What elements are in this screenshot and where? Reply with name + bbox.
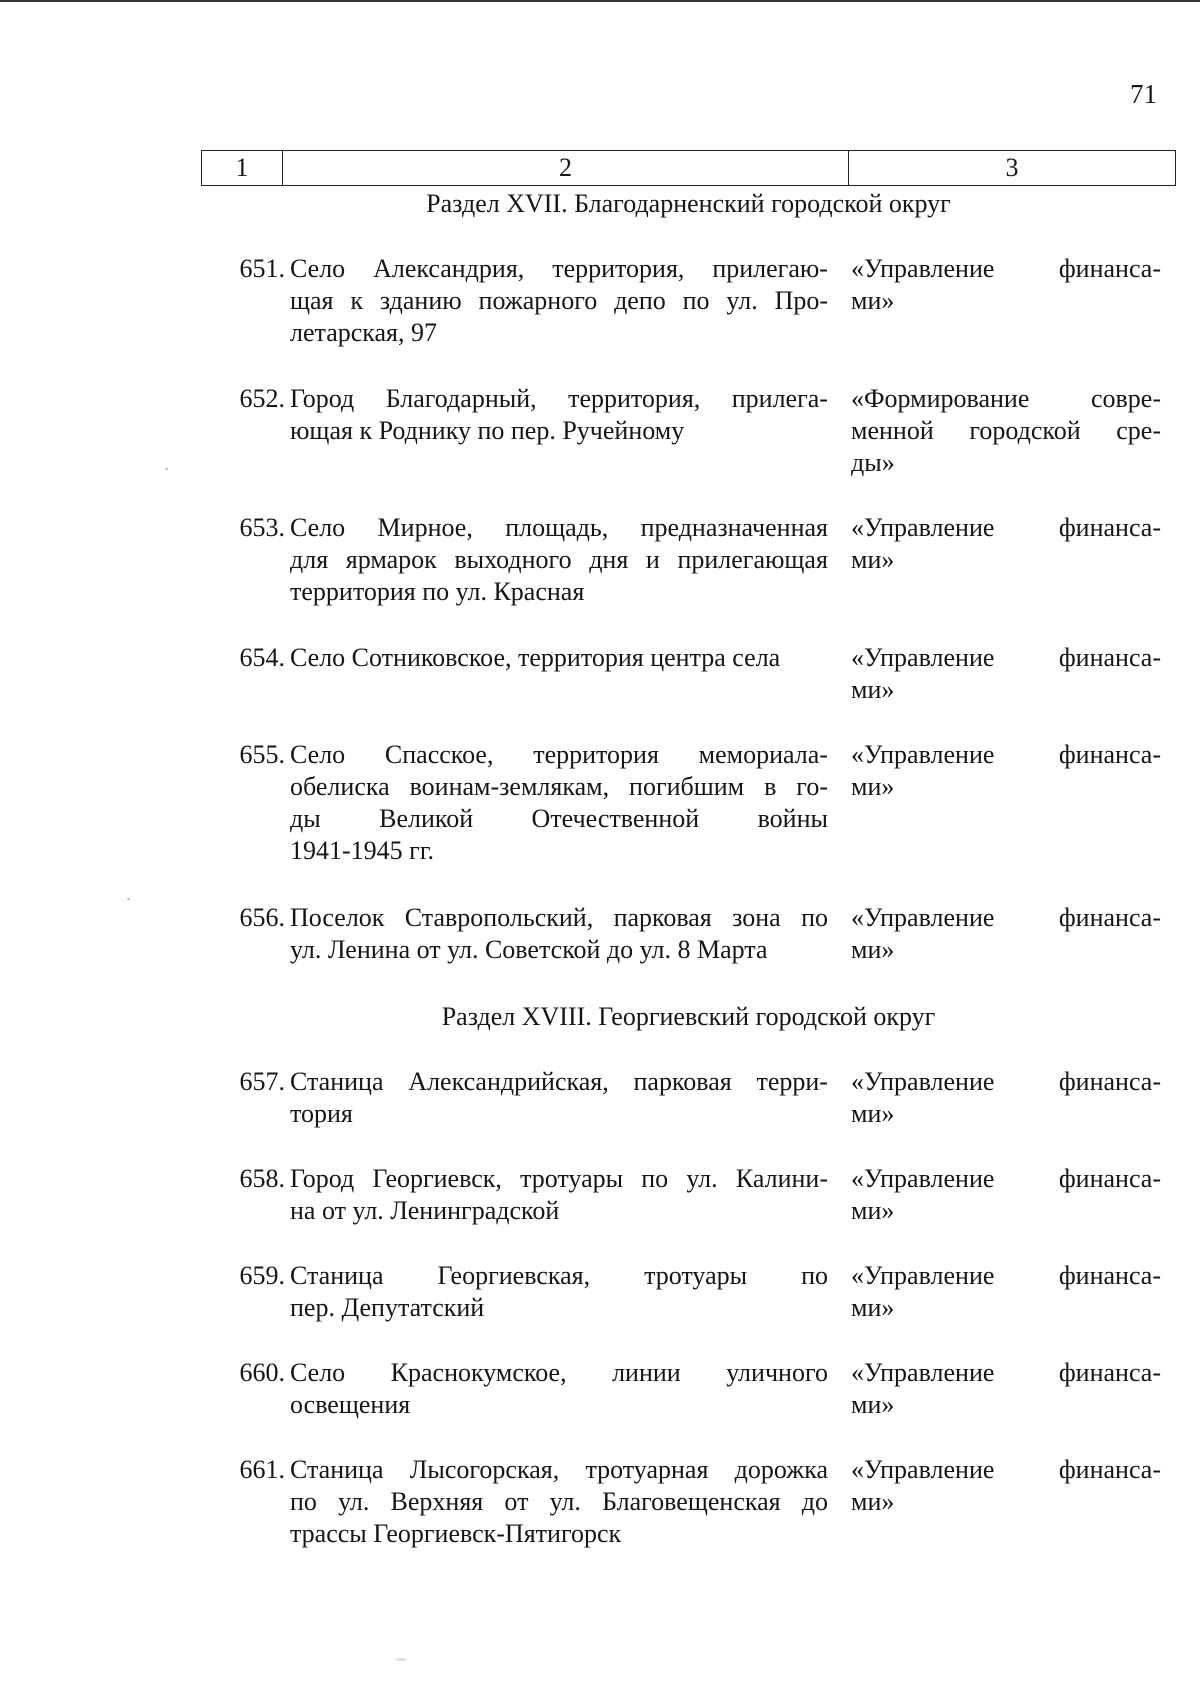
description-word: зданию [379,286,462,315]
program-line [851,1486,1161,1518]
description-word: депо [614,286,666,315]
description-word: ды [290,804,321,833]
program-line [851,1292,1161,1324]
header-col-1: 1 [202,151,283,185]
description-word: территория, [552,254,685,283]
program-word: «Управление [851,1455,995,1484]
row-description [290,383,828,447]
description-word: терри- [756,1067,828,1096]
description-word: до [801,1487,828,1516]
program-word: финанса- [1058,643,1161,672]
program-line [851,1195,1161,1227]
row-description [290,253,828,349]
description-word: Мирное, [377,513,473,542]
description-line [290,902,828,934]
description-line [290,1454,828,1486]
description-word: погибшим [629,772,745,801]
header-col-3: 3 [1005,153,1019,182]
program-word: ми» [851,772,895,801]
program-word: финанса- [1058,254,1161,283]
description-word: Село [290,513,346,542]
description-word: для [290,545,329,574]
description-word: дорожка [734,1455,828,1484]
row-description [290,1260,828,1324]
program-word: финанса- [1058,740,1161,769]
description-word: и [645,545,660,574]
program-word: менной [851,416,934,445]
description-line: освещения [290,1390,411,1419]
description-line [290,285,828,317]
header-col-2: 2 [283,151,849,185]
program-word: «Управление [851,903,995,932]
row-number: 659. [239,1261,285,1290]
row-number: 652. [239,384,285,413]
description-word: ул. [726,286,758,315]
program-word: финанса- [1058,903,1161,932]
description-word: Лысогорская, [409,1455,560,1484]
program-word: совре- [1090,384,1161,413]
program-word: финанса- [1058,1455,1161,1484]
row-description [290,1066,828,1130]
description-line: Село Сотниковское, территория центра села [290,643,781,672]
row-program [851,902,1161,966]
description-word: Станица [290,1067,384,1096]
description-line [290,544,828,576]
description-word: Благовещенская [602,1487,781,1516]
description-word: тротуары [644,1261,748,1290]
description-word: мемориала- [698,740,828,769]
description-word: прилега- [731,384,828,413]
description-word: Благодарный, [385,384,537,413]
description-line: 1941-1945 гг. [290,836,435,865]
description-word: Город [290,1164,355,1193]
row-number: 651. [239,254,285,283]
row-description [290,1357,828,1421]
description-word: выходного [454,545,572,574]
description-word: линии [612,1358,681,1387]
description-word: ул. [338,1487,370,1516]
row-description [290,1163,828,1227]
description-word: ул. [686,1164,718,1193]
program-line [851,285,1161,317]
program-line [851,544,1161,576]
program-line [851,253,1161,285]
description-word: Калини- [735,1164,828,1193]
program-word: финанса- [1058,1261,1161,1290]
top-border-line [0,0,1200,2]
description-line: территория по ул. Красная [290,577,585,606]
program-line [851,1260,1161,1292]
program-word: «Управление [851,254,995,283]
row-number: 660. [239,1358,285,1387]
program-word: ми» [851,1487,895,1516]
scan-speck [395,1658,407,1661]
row-number: 654. [239,643,285,672]
row-program [851,1454,1161,1518]
row-number: 655. [239,740,285,769]
description-word: тротуары [520,1164,624,1193]
program-word: «Управление [851,740,995,769]
description-word: по [801,903,828,932]
program-word: финанса- [1058,1067,1161,1096]
description-word: Село [290,1358,346,1387]
description-word: тротуарная [585,1455,709,1484]
program-line [851,1098,1161,1130]
description-word: Георгиевск, [372,1164,502,1193]
table-header-row [201,150,1176,186]
description-word: по [641,1164,669,1193]
description-word: Отечественной [531,804,700,833]
description-word: прилегаю- [712,254,828,283]
description-word: Село [290,740,346,769]
description-line: ющая к Роднику по пер. Ручейному [290,416,685,445]
description-word: Станица [290,1261,384,1290]
description-word: Александрия, [373,254,525,283]
description-line: на от ул. Ленинградской [290,1196,560,1225]
description-word: от [504,1487,529,1516]
program-word: «Управление [851,1358,995,1387]
row-description [290,512,828,608]
row-program [851,253,1161,317]
description-word: Поселок [290,903,385,932]
description-line [290,383,828,415]
description-line [290,253,828,285]
row-number: 658. [239,1164,285,1193]
description-word: площадь, [505,513,609,542]
program-word: «Формирование [851,384,1030,413]
description-word: прилегающая [677,545,828,574]
row-program [851,1066,1161,1130]
program-line [851,674,1161,706]
description-line [290,1066,828,1098]
scan-speck [127,898,130,900]
description-line: тория [290,1099,353,1128]
program-word: финанса- [1058,1358,1161,1387]
description-word: го- [796,772,828,801]
description-word: Краснокумское, [390,1358,567,1387]
program-word: «Управление [851,1164,995,1193]
description-word: уличного [726,1358,828,1387]
section-title: Раздел XVII. Благодарненский городской округ [426,189,951,218]
row-program [851,1260,1161,1324]
description-line [290,739,828,771]
description-word: Александрийская, [408,1067,609,1096]
description-word: Верхняя [390,1487,484,1516]
row-number: 653. [239,513,285,542]
description-word: по [801,1261,828,1290]
program-word: ми» [851,1390,895,1419]
program-line [851,512,1161,544]
row-number: 657. [239,1067,285,1096]
description-word: Станица [290,1455,384,1484]
description-word: Георгиевская, [437,1261,591,1290]
description-line [290,803,828,835]
program-word: ми» [851,1099,895,1128]
description-word: обелиска [290,772,390,801]
description-word: территория, [568,384,701,413]
description-line [290,1486,828,1518]
program-word: ми» [851,935,895,964]
description-word: пожарного [478,286,598,315]
description-word: ярмарок [345,545,437,574]
description-word: по [290,1487,317,1516]
program-line [851,415,1161,447]
description-word: зона [732,903,781,932]
program-word: ми» [851,1293,895,1322]
row-program [851,1357,1161,1421]
program-line [851,1066,1161,1098]
row-description [290,739,828,867]
row-description [290,902,828,966]
description-line: пер. Депутатский [290,1293,485,1322]
description-word: дня [589,545,629,574]
description-word: по [682,286,710,315]
program-word: «Управление [851,513,995,542]
program-word: «Управление [851,643,995,672]
description-word: Город [290,384,355,413]
program-word: финанса- [1058,513,1161,542]
program-line [851,447,1161,479]
program-line [851,1163,1161,1195]
row-program [851,739,1161,803]
row-number: 656. [239,903,285,932]
description-word: к [350,286,364,315]
description-word: Великой [379,804,474,833]
program-line [851,1454,1161,1486]
description-word: ул. [549,1487,581,1516]
description-word: предназначенная [640,513,828,542]
description-word: парковая [613,903,712,932]
description-word: Спасское, [384,740,494,769]
description-line: ул. Ленина от ул. Советской до ул. 8 Марта [290,935,768,964]
program-line [851,771,1161,803]
program-line [851,1389,1161,1421]
row-program [851,383,1161,479]
description-line: летарская, 97 [290,318,438,347]
description-word: Про- [774,286,828,315]
description-word: Село [290,254,346,283]
program-word: ми» [851,1196,895,1225]
description-line [290,512,828,544]
description-word: в [764,772,777,801]
program-word: городской [969,416,1081,445]
program-word: «Управление [851,1067,995,1096]
scan-speck [165,468,168,470]
description-word: воинам-землякам, [409,772,610,801]
program-word: ды» [851,448,895,477]
page-number: 71 [1130,79,1157,109]
description-line [290,1260,828,1292]
row-program [851,1163,1161,1227]
description-word: войны [757,804,828,833]
program-word: финанса- [1058,1164,1161,1193]
program-line [851,383,1161,415]
program-line [851,934,1161,966]
description-word: щая [290,286,334,315]
row-description [290,642,828,674]
section-title: Раздел XVIII. Георгиевский городской округ [441,1002,936,1031]
program-word: ми» [851,675,895,704]
description-word: парковая [633,1067,732,1096]
row-description [290,1454,828,1550]
program-word: сре- [1116,416,1161,445]
program-line [851,642,1161,674]
row-program [851,642,1161,706]
row-program [851,512,1161,576]
row-number: 661. [239,1455,285,1484]
description-word: Ставропольский, [404,903,594,932]
program-line [851,902,1161,934]
program-word: ми» [851,286,895,315]
program-line [851,1357,1161,1389]
program-word: «Управление [851,1261,995,1290]
description-line: трассы Георгиевск-Пятигорск [290,1519,622,1548]
description-line [290,1357,828,1389]
description-word: территория [533,740,659,769]
program-line [851,739,1161,771]
program-word: ми» [851,545,895,574]
description-line [290,1163,828,1195]
description-line [290,771,828,803]
